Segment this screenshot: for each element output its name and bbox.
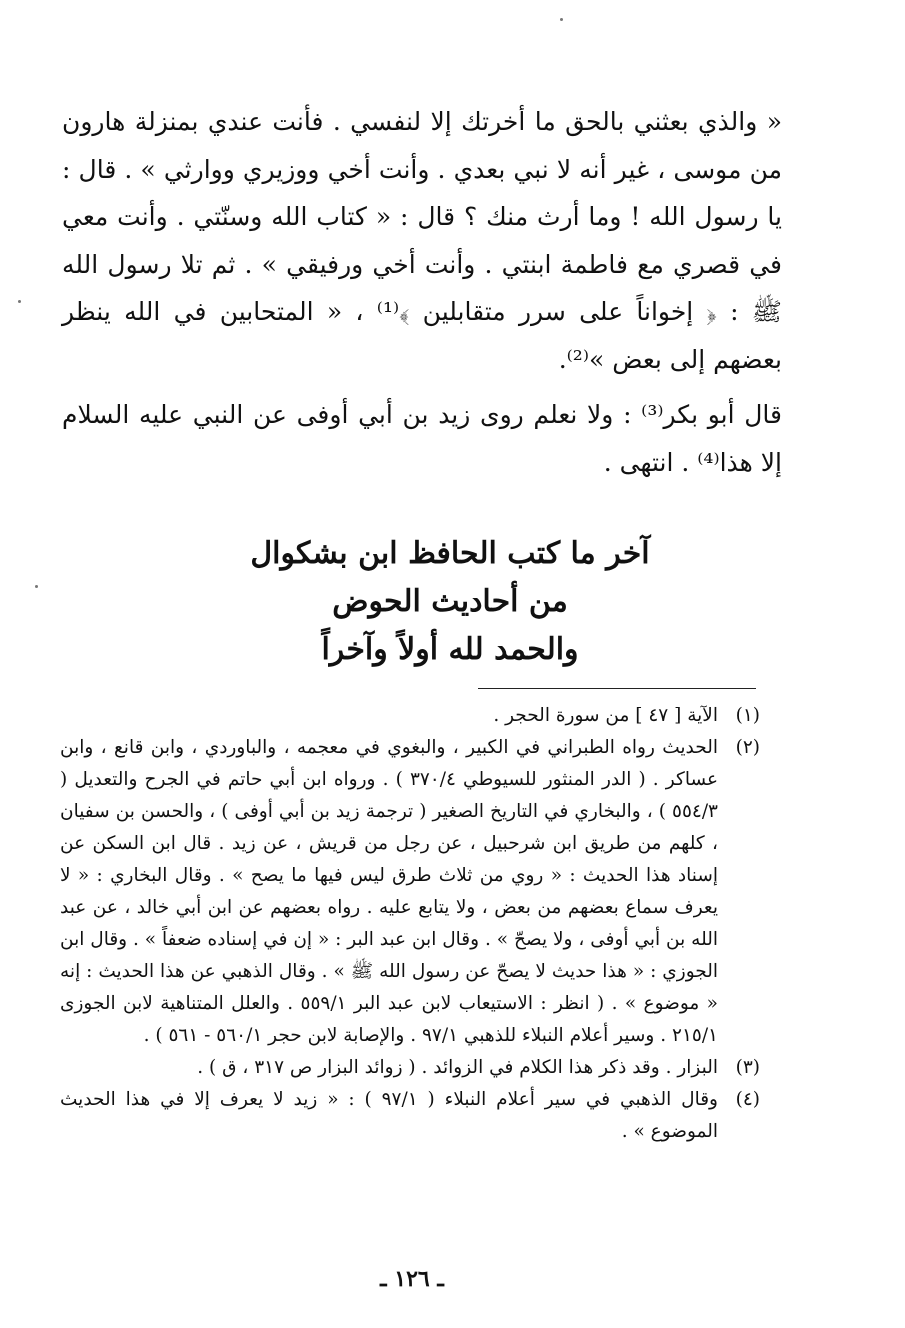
footnote-number: (١) [735, 705, 760, 726]
footnote [60, 1084, 760, 1148]
scan-speck [18, 300, 21, 303]
main-paragraph-1: « والذي بعثني بالحق ما أخرتك إلا لنفسي . فأنت عندي بمنزلة هارون من موسى ، غير أنه لا نبي بعدي . وأنت أخي ووزيري ووارثي » . قال : يا رسول الله ! وما أرث منك ؟ قال : « كتاب الله وسنّتي . وأنت معي في قصري مع فاطمة ابنتي . وأنت أخي ورفيقي » . ثم تلا رسول الله ﷺ : ﴿ إخواناً على سرر متقابلين ﴾⁽¹⁾ ، « المتحابين في الله ينظر بعضهم إلى بعض »⁽²⁾. [62, 107, 783, 374]
footnote-number: (٤) [735, 1089, 760, 1110]
footnote [60, 700, 760, 732]
footnote-text: البزار . وقد ذكر هذا الكلام في الزوائد . ( زوائد البزار ص ٣١٧ ، ق ) . [197, 1057, 718, 1078]
heading-line-2: من أحاديث الحوض [332, 584, 568, 619]
footnote-number: (٣) [735, 1057, 760, 1078]
scan-speck [560, 18, 563, 21]
footnote-number: (٢) [735, 737, 760, 758]
footnote-text: الحديث رواه الطبراني في الكبير ، والبغوي في معجمه ، والباوردي ، وابن قانع ، وابن عساكر . ( الدر المنثور للسيوطي ٣٧٠/٤ ) . ورواه ابن أبي حاتم في الجرح والتعديل ( ٥٥٤/٣ ) ، والبخاري في التاريخ الصغير ( ترجمة زيد بن أبي أوفى ) ، والحسن بن سفيان ، كلهم من طريق ابن شرحبيل ، عن رجل من قريش ، عن زيد . قال ابن السكن عن إسناد هذا الحديث : « روي من ثلاث طرق ليس فيها ما يصح » . وقال البخاري : « لا يعرف سماع بعضهم من بعض ، ولا يتابع عليه . رواه بعضهم عن ابن أبي خالد ، عن عبد الله بن أبي أوفى ، ولا يصحّ » . وقال ابن عبد البر : « إن في إسناده ضعفاً » . وقال ابن الجوزي : « هذا حديث لا يصحّ عن رسول الله ﷺ » . وقال الذهبي عن هذا الحديث : إنه « موضوع » . ( انظر : الاستيعاب لابن عبد البر ٥٥٩/١ . والعلل المتناهية لابن الجوزى ٢١٥/١ . وسير أعلام النبلاء للذهبي ٩٧/١ . والإصابة لابن حجر ٥٦٠/١ - ٥٦١ ) . [60, 737, 718, 1046]
footnote [60, 732, 760, 1052]
footnotes [60, 700, 760, 1148]
footnote [60, 1052, 760, 1084]
main-text-block [62, 98, 782, 486]
closing-heading [150, 530, 750, 674]
footnote-text: وقال الذهبي في سير أعلام النبلاء ( ٩٧/١ ) : « زيد لا يعرف إلا في هذا الحديث الموضوع » . [60, 1089, 718, 1142]
main-paragraph-2: قال أبو بكر⁽³⁾ : ولا نعلم روى زيد بن أبي أوفى عن النبي عليه السلام إلا هذا⁽⁴⁾ . انتهى . [62, 400, 782, 477]
page-number: ـ ١٢٦ ـ [380, 1266, 444, 1292]
footnote-divider [478, 688, 756, 689]
scan-speck [35, 585, 38, 588]
heading-line-1: آخر ما كتب الحافظ ابن بشكوال [250, 536, 650, 571]
heading-line-3: والحمد لله أولاً وآخراً [321, 632, 579, 667]
footnote-text: الآية [ ٤٧ ] من سورة الحجر . [493, 705, 718, 726]
